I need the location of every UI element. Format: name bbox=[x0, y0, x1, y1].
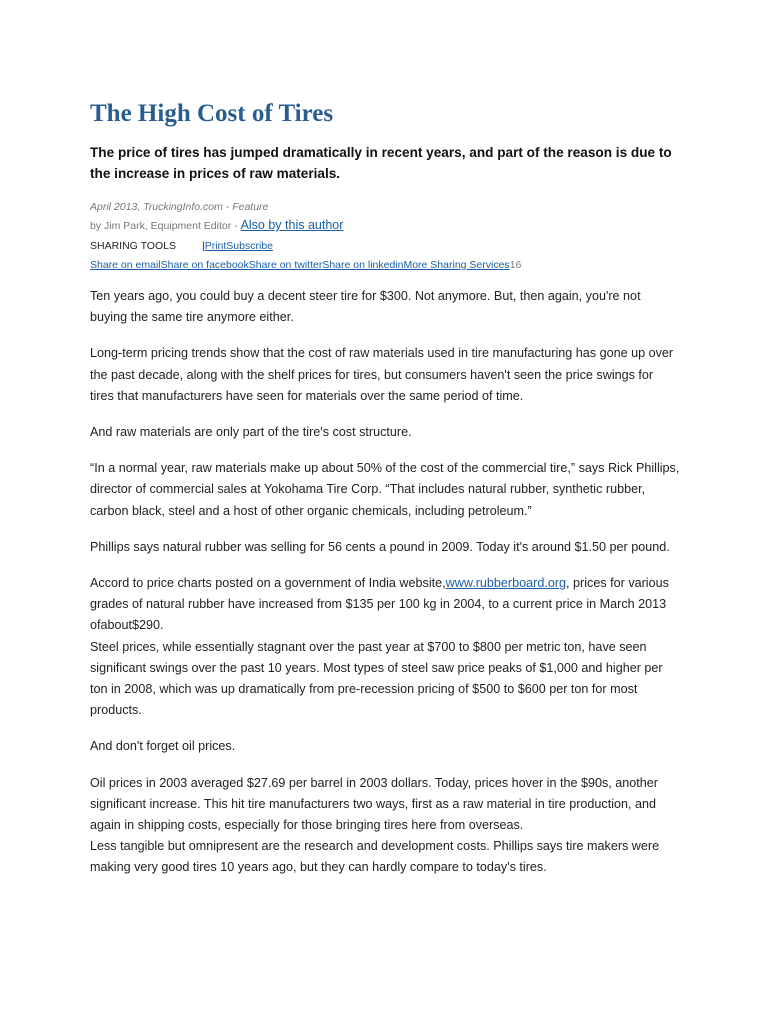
paragraph-text: , prices for various grades of natural rubber have increased from $135 per 100 kg in 2004, to a current price in March 2013 ofabout$290. bbox=[90, 576, 669, 633]
paragraph bbox=[90, 573, 680, 637]
byline-text: by Jim Park, Equipment Editor - bbox=[90, 220, 241, 232]
paragraph: “In a normal year, raw materials make up about 50% of the cost of the commercial tire,” says Rick Phillips, director of commercial sales at Yokohama Tire Corp. “That includes natural rubber, synthetic rubber, carbon black, steel and a host of other organic chemicals, including petroleum.” bbox=[90, 461, 680, 518]
share-linkedin-link[interactable]: Share on linkedin bbox=[322, 259, 404, 271]
paragraph: Long-term pricing trends show that the cost of raw materials used in tire manufacturing has gone up over the past decade, along with the shelf prices for tires, but consumers haven't seen the price swings for tires that manufacturers have seen for materials over the same period of time. bbox=[90, 346, 674, 403]
paragraph: Steel prices, while essentially stagnant over the past year at $700 to $800 per metric ton, have seen significant swings over the past 10 years. Most types of steel saw price peaks of $1,000 and higher per ton in 2008, which was up dramatically from pre-recession pricing of $500 to $600 per ton for most products. bbox=[90, 639, 663, 718]
paragraph: Oil prices in 2003 averaged $27.69 per barrel in 2003 dollars. Today, prices hover in the $90s, another significant increase. This hit tire manufacturers two ways, first as a raw material in tire production, and again in shipping costs, especially for those bringing tires here from overseas. bbox=[90, 775, 659, 833]
sharing-tools-label: SHARING TOOLS bbox=[90, 240, 176, 252]
article-body bbox=[90, 286, 680, 879]
share-facebook-link[interactable]: Share on facebook bbox=[160, 259, 249, 271]
paragraph: Phillips says natural rubber was selling for 56 cents a pound in 2009. Today it's around $1.50 per pound. bbox=[90, 539, 670, 554]
paragraph: And don't forget oil prices. bbox=[90, 739, 236, 754]
rubberboard-link[interactable]: www.rubberboard.org bbox=[445, 576, 567, 591]
share-links bbox=[90, 256, 680, 274]
paragraph-text: Accord to price charts posted on a government of India website, bbox=[90, 576, 446, 591]
paragraph: Ten years ago, you could buy a decent steer tire for $300. Not anymore. But, then again, you're not buying the same tire anymore either. bbox=[90, 289, 641, 325]
share-count: 16 bbox=[509, 259, 522, 271]
sharing-tools bbox=[90, 236, 680, 256]
subscribe-link[interactable]: Subscribe bbox=[226, 240, 273, 252]
article-meta: April 2013, TruckingInfo.com - Feature bbox=[90, 201, 269, 213]
paragraph: Less tangible but omnipresent are the research and development costs. Phillips says tire makers were making very good tires 10 years ago, but they can hardly compare to today's tires. bbox=[90, 839, 660, 875]
share-twitter-link[interactable]: Share on twitter bbox=[248, 259, 323, 271]
article-subtitle: The price of tires has jumped dramatically in recent years, and part of the reason is due to the increase in prices of raw materials. bbox=[90, 145, 672, 181]
more-sharing-link[interactable]: More Sharing Services bbox=[403, 259, 510, 271]
article bbox=[90, 98, 680, 894]
sharing-separator: | bbox=[201, 240, 205, 252]
share-email-link[interactable]: Share on email bbox=[90, 259, 161, 271]
paragraph: And raw materials are only part of the tire's cost structure. bbox=[90, 425, 412, 440]
also-by-author-link[interactable]: Also by this author bbox=[240, 218, 344, 232]
byline bbox=[90, 215, 680, 236]
article-title: The High Cost of Tires bbox=[90, 100, 334, 127]
print-link[interactable]: Print bbox=[204, 240, 227, 252]
